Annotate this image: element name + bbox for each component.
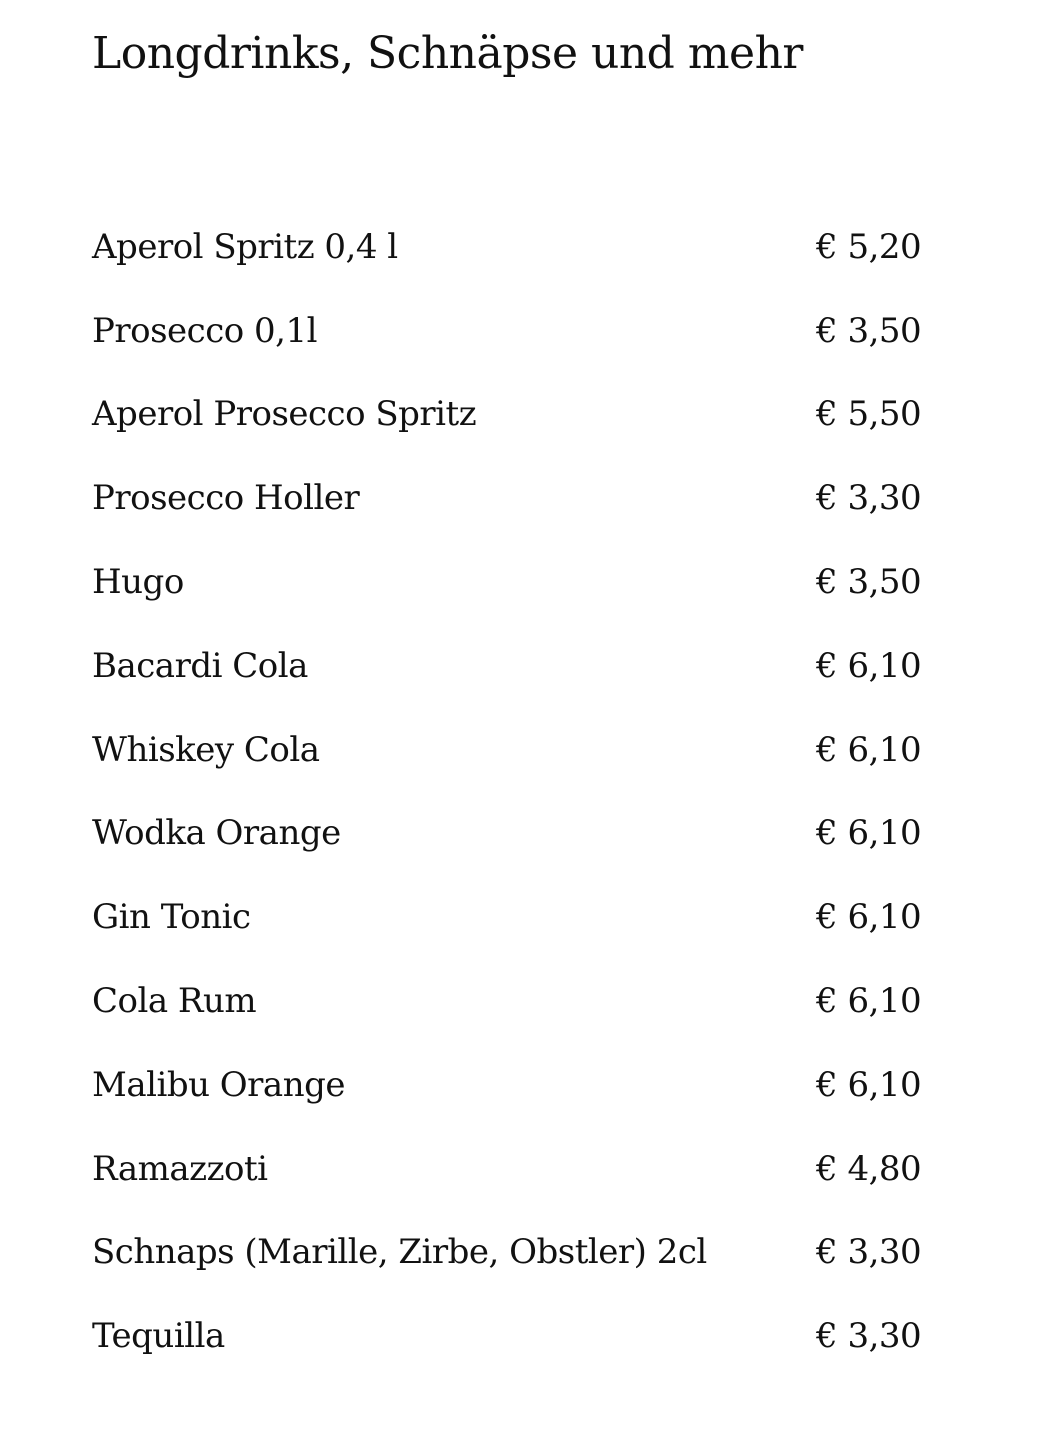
item-price: € 3,50 <box>816 562 922 603</box>
item-price: € 3,30 <box>816 1232 922 1273</box>
page-title: Longdrinks, Schnäpse und mehr <box>92 28 803 79</box>
item-name: Wodka Orange <box>92 813 341 854</box>
list-item <box>92 1211 922 1295</box>
list-item <box>92 1043 922 1127</box>
item-price: € 5,20 <box>816 226 922 267</box>
list-item <box>92 456 922 540</box>
item-price: € 3,30 <box>816 478 922 519</box>
item-name: Schnaps (Marille, Zirbe, Obstler) 2cl <box>92 1232 707 1273</box>
item-price: € 6,10 <box>816 729 922 770</box>
item-name: Ramazzoti <box>92 1148 268 1189</box>
item-name: Prosecco Holler <box>92 478 360 519</box>
list-item <box>92 373 922 457</box>
item-price: € 6,10 <box>816 813 922 854</box>
item-name: Gin Tonic <box>92 897 251 938</box>
item-price: € 6,10 <box>816 897 922 938</box>
list-item <box>92 289 922 373</box>
list-item <box>92 1127 922 1211</box>
item-name: Bacardi Cola <box>92 645 308 686</box>
item-name: Hugo <box>92 562 184 603</box>
list-item <box>92 540 922 624</box>
item-name: Prosecco 0,1l <box>92 310 317 351</box>
list-item <box>92 1294 922 1378</box>
item-price: € 6,10 <box>816 981 922 1022</box>
item-price: € 4,80 <box>816 1148 922 1189</box>
item-name: Tequilla <box>92 1316 225 1357</box>
list-item <box>92 875 922 959</box>
item-price: € 6,10 <box>816 645 922 686</box>
item-name: Cola Rum <box>92 981 257 1022</box>
drinks-list <box>92 205 922 1378</box>
item-name: Malibu Orange <box>92 1064 345 1105</box>
list-item <box>92 205 922 289</box>
item-price: € 5,50 <box>816 394 922 435</box>
item-name: Aperol Spritz 0,4 l <box>92 226 398 267</box>
list-item <box>92 708 922 792</box>
list-item <box>92 624 922 708</box>
list-item <box>92 792 922 876</box>
item-price: € 6,10 <box>816 1064 922 1105</box>
list-item <box>92 959 922 1043</box>
item-name: Whiskey Cola <box>92 729 320 770</box>
item-name: Aperol Prosecco Spritz <box>92 394 477 435</box>
item-price: € 3,50 <box>816 310 922 351</box>
item-price: € 3,30 <box>816 1316 922 1357</box>
